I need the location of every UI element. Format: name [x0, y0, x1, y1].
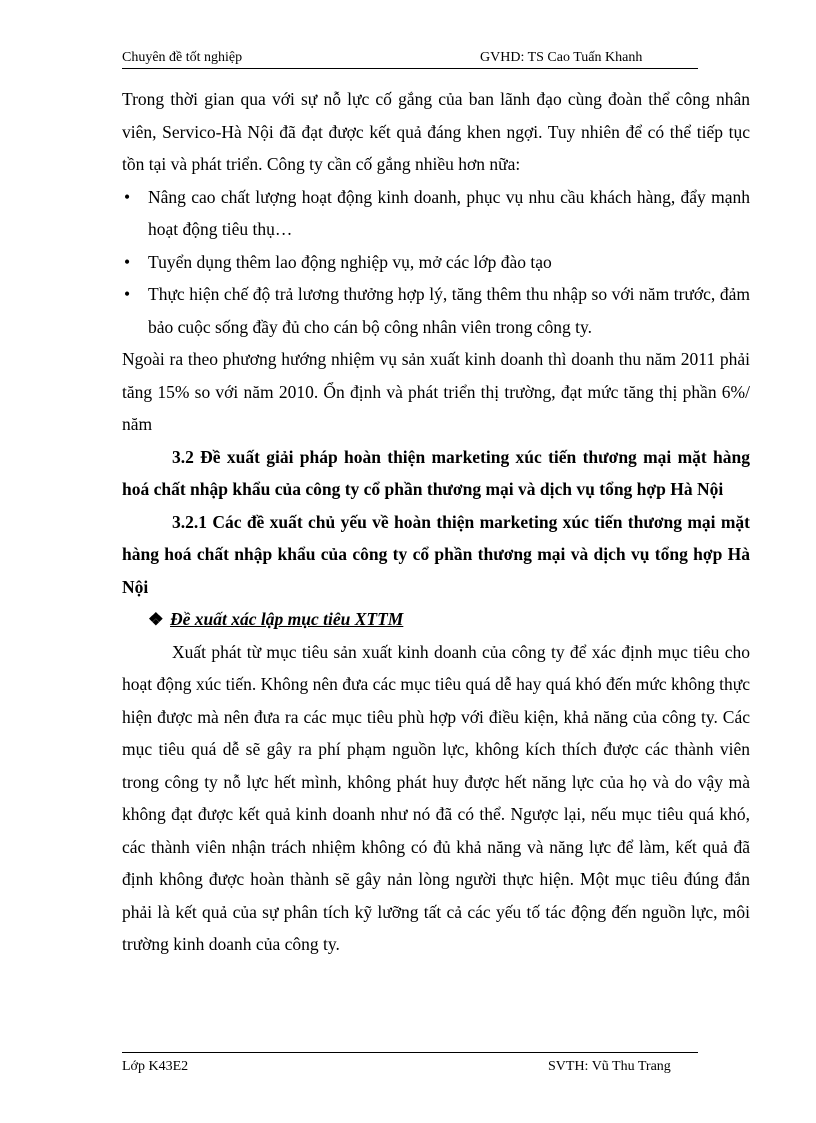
bullet-item — [122, 181, 750, 246]
page-header — [122, 50, 698, 69]
bullet-text: Thực hiện chế độ trả lương thưởng hợp lý, tăng thêm thu nhập so với năm trước, đảm bảo cuộc sống đầy đủ cho cán bộ công nhân viên trong công ty. — [148, 284, 750, 337]
header-left-text: Chuyên đề tốt nghiệp — [122, 50, 243, 65]
bullet-dot-icon: • — [124, 284, 131, 304]
bullet-dot-icon: • — [124, 186, 131, 207]
bullet-text: Tuyển dụng thêm lao động nghiệp vụ, mở các lớp đào tạo — [148, 251, 552, 272]
header-right-text: GVHD: TS Cao Tuấn Khanh — [480, 50, 643, 65]
footer-left-text: Lớp K43E2 — [122, 1059, 189, 1074]
document-body — [122, 83, 750, 961]
bullet-item — [122, 246, 750, 279]
objective-paragraph: Xuất phát từ mục tiêu sản xuất kinh doanh của công ty để xác định mục tiêu cho hoạt động xúc tiến. Không nên đưa các mục tiêu quá dễ hay quá khó đến mức không thực hiện được mà nên đưa ra các mục tiêu phù hợp với điều kiện, khả năng của công ty. Các mục tiêu quá dễ sẽ gây ra phí phạm nguồn lực, không kích thích được các thành viên trong công ty nỗ lực hết mình, không phát huy được hết năng lực của họ và do vậy mà không đạt được kết quả kinh doanh như nó đã có thể. Ngược lại, nếu mục tiêu quá khó, các thành viên nhận trách nhiệm không có đủ khả năng và năng lực để làm, kết quả đã định không được hoàn thành sẽ gây nản lòng người thực hiện. Một mục tiêu đúng đắn phải là kết quả của sự phân tích kỹ lưỡng tất cả các yếu tố tác động đến nguồn lực, môi trường kinh doanh của công ty. — [122, 641, 750, 954]
footer-right-text: SVTH: Vũ Thu Trang — [548, 1059, 671, 1074]
subheading-text: Đề xuất xác lập mục tiêu XTTM — [170, 609, 404, 629]
bullet-dot-icon: • — [124, 251, 131, 272]
bullet-text: Nâng cao chất lượng hoạt động kinh doanh, phục vụ nhu cầu khách hàng, đẩy mạnh hoạt động tiêu thụ… — [148, 186, 750, 239]
page-footer — [122, 1052, 698, 1078]
subheading — [122, 603, 750, 636]
intro-paragraph: Trong thời gian qua với sự nỗ lực cố gắng của ban lãnh đạo cùng đoàn thể công nhân viên, Servico-Hà Nội đã đạt được kết quả đáng khen ngợi. Tuy nhiên để có thể tiếp tục tồn tại và phát triển. Công ty cần cố gắng nhiều hơn nữa: — [122, 89, 750, 174]
bullet-list — [122, 181, 750, 344]
section-heading-3-2-1: 3.2.1 Các đề xuất chủ yếu về hoàn thiện marketing xúc tiến thương mại mặt hàng hoá chất nhập khẩu của công ty cổ phần thương mại và dịch vụ tổng hợp Hà Nội — [122, 511, 750, 597]
section-heading-3-2: 3.2 Đề xuất giải pháp hoàn thiện marketing xúc tiến thương mại mặt hàng hoá chất nhập khẩu của công ty cổ phần thương mại và dịch vụ tổng hợp Hà Nội — [122, 446, 750, 499]
bullet-item — [122, 278, 750, 343]
outro-paragraph: Ngoài ra theo phương hướng nhiệm vụ sản xuất kinh doanh thì doanh thu năm 2011 phải tăng 15% so với năm 2010. Ổn định và phát triển thị trường, đạt mức tăng thị phần 6%/ năm — [122, 349, 750, 434]
diamond-bullet-icon: ❖ — [148, 609, 164, 629]
